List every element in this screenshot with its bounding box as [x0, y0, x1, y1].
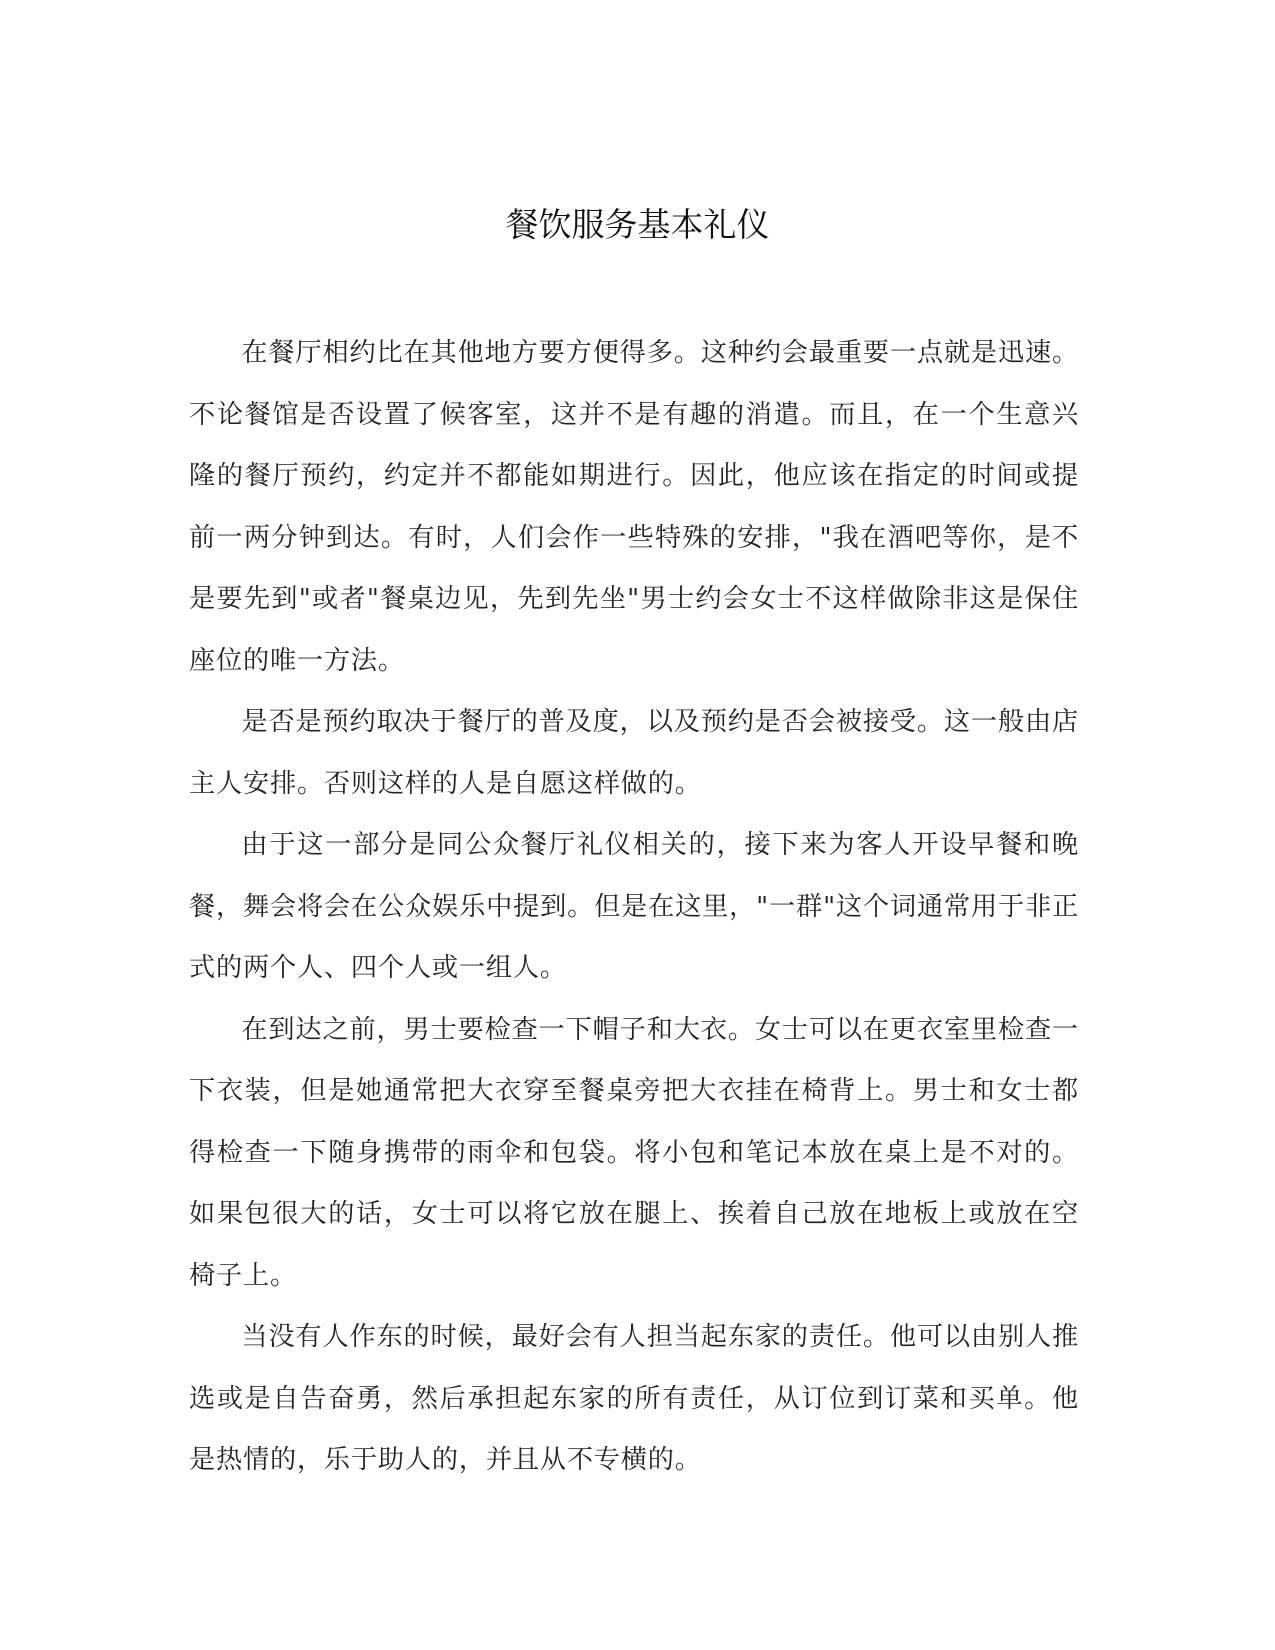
paragraph-1: 在餐厅相约比在其他地方要方便得多。这种约会最重要一点就是迅速。不论餐馆是否设置了候客室，这并不是有趣的消遣。而且，在一个生意兴隆的餐厅预约，约定并不都能如期进行。因此，他应该在指定的时间或提前一两分钟到达。有时，人们会作一些特殊的安排，"我在酒吧等你，是不是要先到"或者"餐桌边见，先到先坐"男士约会女士不这样做除非这是保住座位的唯一方法。: [189, 338, 1079, 676]
paragraph-4: 在到达之前，男士要检查一下帽子和大衣。女士可以在更衣室里检查一下衣装，但是她通常把大衣穿至餐桌旁把大衣挂在椅背上。男士和女士都得检查一下随身携带的雨伞和包袋。将小包和笔记本放在桌上是不对的。如果包很大的话，女士可以将它放在腿上、挨着自己放在地板上或放在空椅子上。: [189, 1014, 1079, 1291]
document-body: [189, 323, 1079, 1492]
paragraph-3: 由于这一部分是同公众餐厅礼仪相关的，接下来为客人开设早餐和晚餐，舞会将会在公众娱乐中提到。但是在这里，"一群"这个词通常用于非正式的两个人、四个人或一组人。: [189, 830, 1079, 983]
paragraph-5: 当没有人作东的时候，最好会有人担当起东家的责任。他可以由别人推选或是自告奋勇，然后承担起东家的所有责任，从订位到订菜和买单。他是热情的，乐于助人的，并且从不专横的。: [189, 1322, 1079, 1475]
paragraph-2: 是否是预约取决于餐厅的普及度，以及预约是否会被接受。这一般由店主人安排。否则这样的人是自愿这样做的。: [189, 707, 1079, 799]
document-title: 餐饮服务基本礼仪: [505, 205, 770, 244]
